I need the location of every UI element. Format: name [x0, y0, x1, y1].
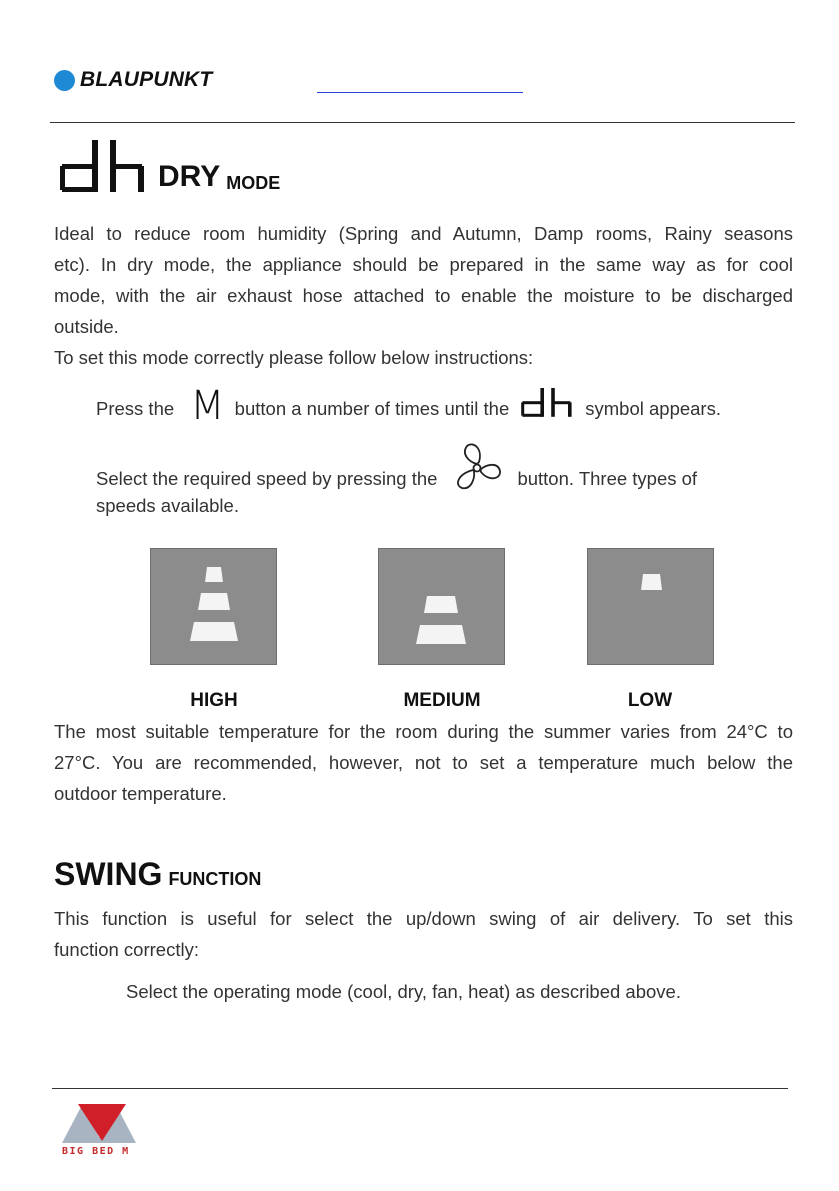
speed-label-medium: MEDIUM	[403, 690, 481, 711]
dh-display-icon	[58, 138, 148, 194]
step-press-mode	[96, 383, 721, 429]
dry-line-3: mode, with the air exhaust hose attached to enable the moisture to be discharged	[54, 285, 793, 306]
speed-panel-low	[587, 548, 714, 665]
speed-bars-high-icon	[151, 549, 276, 664]
instructions-intro: To set this mode correctly please follow below instructions:	[54, 347, 534, 368]
brand-name: BLAUPUNKT	[80, 68, 213, 91]
dh-symbol-icon	[519, 388, 575, 418]
speed-bars-low-icon	[588, 549, 713, 664]
step1-text-b: button a number of times until the	[234, 398, 510, 419]
footer-logo-text: BIG BED M	[62, 1146, 130, 1157]
footer-logo	[60, 1101, 140, 1150]
header-link-underline[interactable]	[317, 92, 523, 93]
dry-title-suffix: MODE	[226, 173, 281, 193]
step2-text-a: Select the required speed by pressing the	[96, 468, 438, 489]
speed-label-high: HIGH	[190, 690, 238, 711]
fan-speed-icon	[451, 442, 503, 494]
dry-line-4: outside.	[54, 316, 119, 337]
speed-label-low: LOW	[627, 690, 673, 711]
step1-text-c: symbol appears.	[585, 398, 721, 419]
swing-description	[54, 903, 793, 965]
swing-function-heading	[54, 858, 261, 890]
speed-panel-medium	[378, 548, 505, 665]
swing-title: SWING	[54, 856, 163, 892]
temp-line-2: 27°C. You are recommended, however, not to set a temperature much below the	[54, 752, 793, 773]
dry-line-1: Ideal to reduce room humidity (Spring and Autumn, Damp rooms, Rainy seasons	[54, 223, 793, 244]
mode-button-icon: M	[190, 383, 225, 429]
step2-text-b: button. Three types of	[517, 468, 698, 489]
speed-panel-high	[150, 548, 277, 665]
header-divider	[50, 122, 795, 123]
dry-mode-heading	[58, 138, 280, 194]
bigbedm-logo-icon	[60, 1101, 140, 1145]
swing-title-suffix: FUNCTION	[168, 869, 262, 889]
step1-text-a: Press the	[96, 398, 175, 419]
swing-line-2: function correctly:	[54, 939, 199, 960]
temp-line-3: outdoor temperature.	[54, 783, 227, 804]
dry-description	[54, 218, 793, 373]
dry-title: DRY	[158, 160, 221, 193]
swing-line-1: This function is useful for select the up/down swing of air delivery. To set this	[54, 908, 793, 929]
dry-line-2: etc). In dry mode, the appliance should be prepared in the same way as for cool	[54, 254, 793, 275]
brand-logo	[54, 68, 212, 92]
brand-dot-icon	[54, 70, 75, 91]
speed-bars-medium-icon	[379, 549, 504, 664]
temperature-note	[54, 716, 793, 809]
step2-text-c: speeds available.	[96, 495, 239, 516]
step-select-speed	[96, 442, 796, 521]
swing-step-1: Select the operating mode (cool, dry, fan, heat) as described above.	[126, 981, 681, 1002]
temp-line-1: The most suitable temperature for the room during the summer varies from 24°C to	[54, 721, 793, 742]
footer-divider	[52, 1088, 788, 1089]
